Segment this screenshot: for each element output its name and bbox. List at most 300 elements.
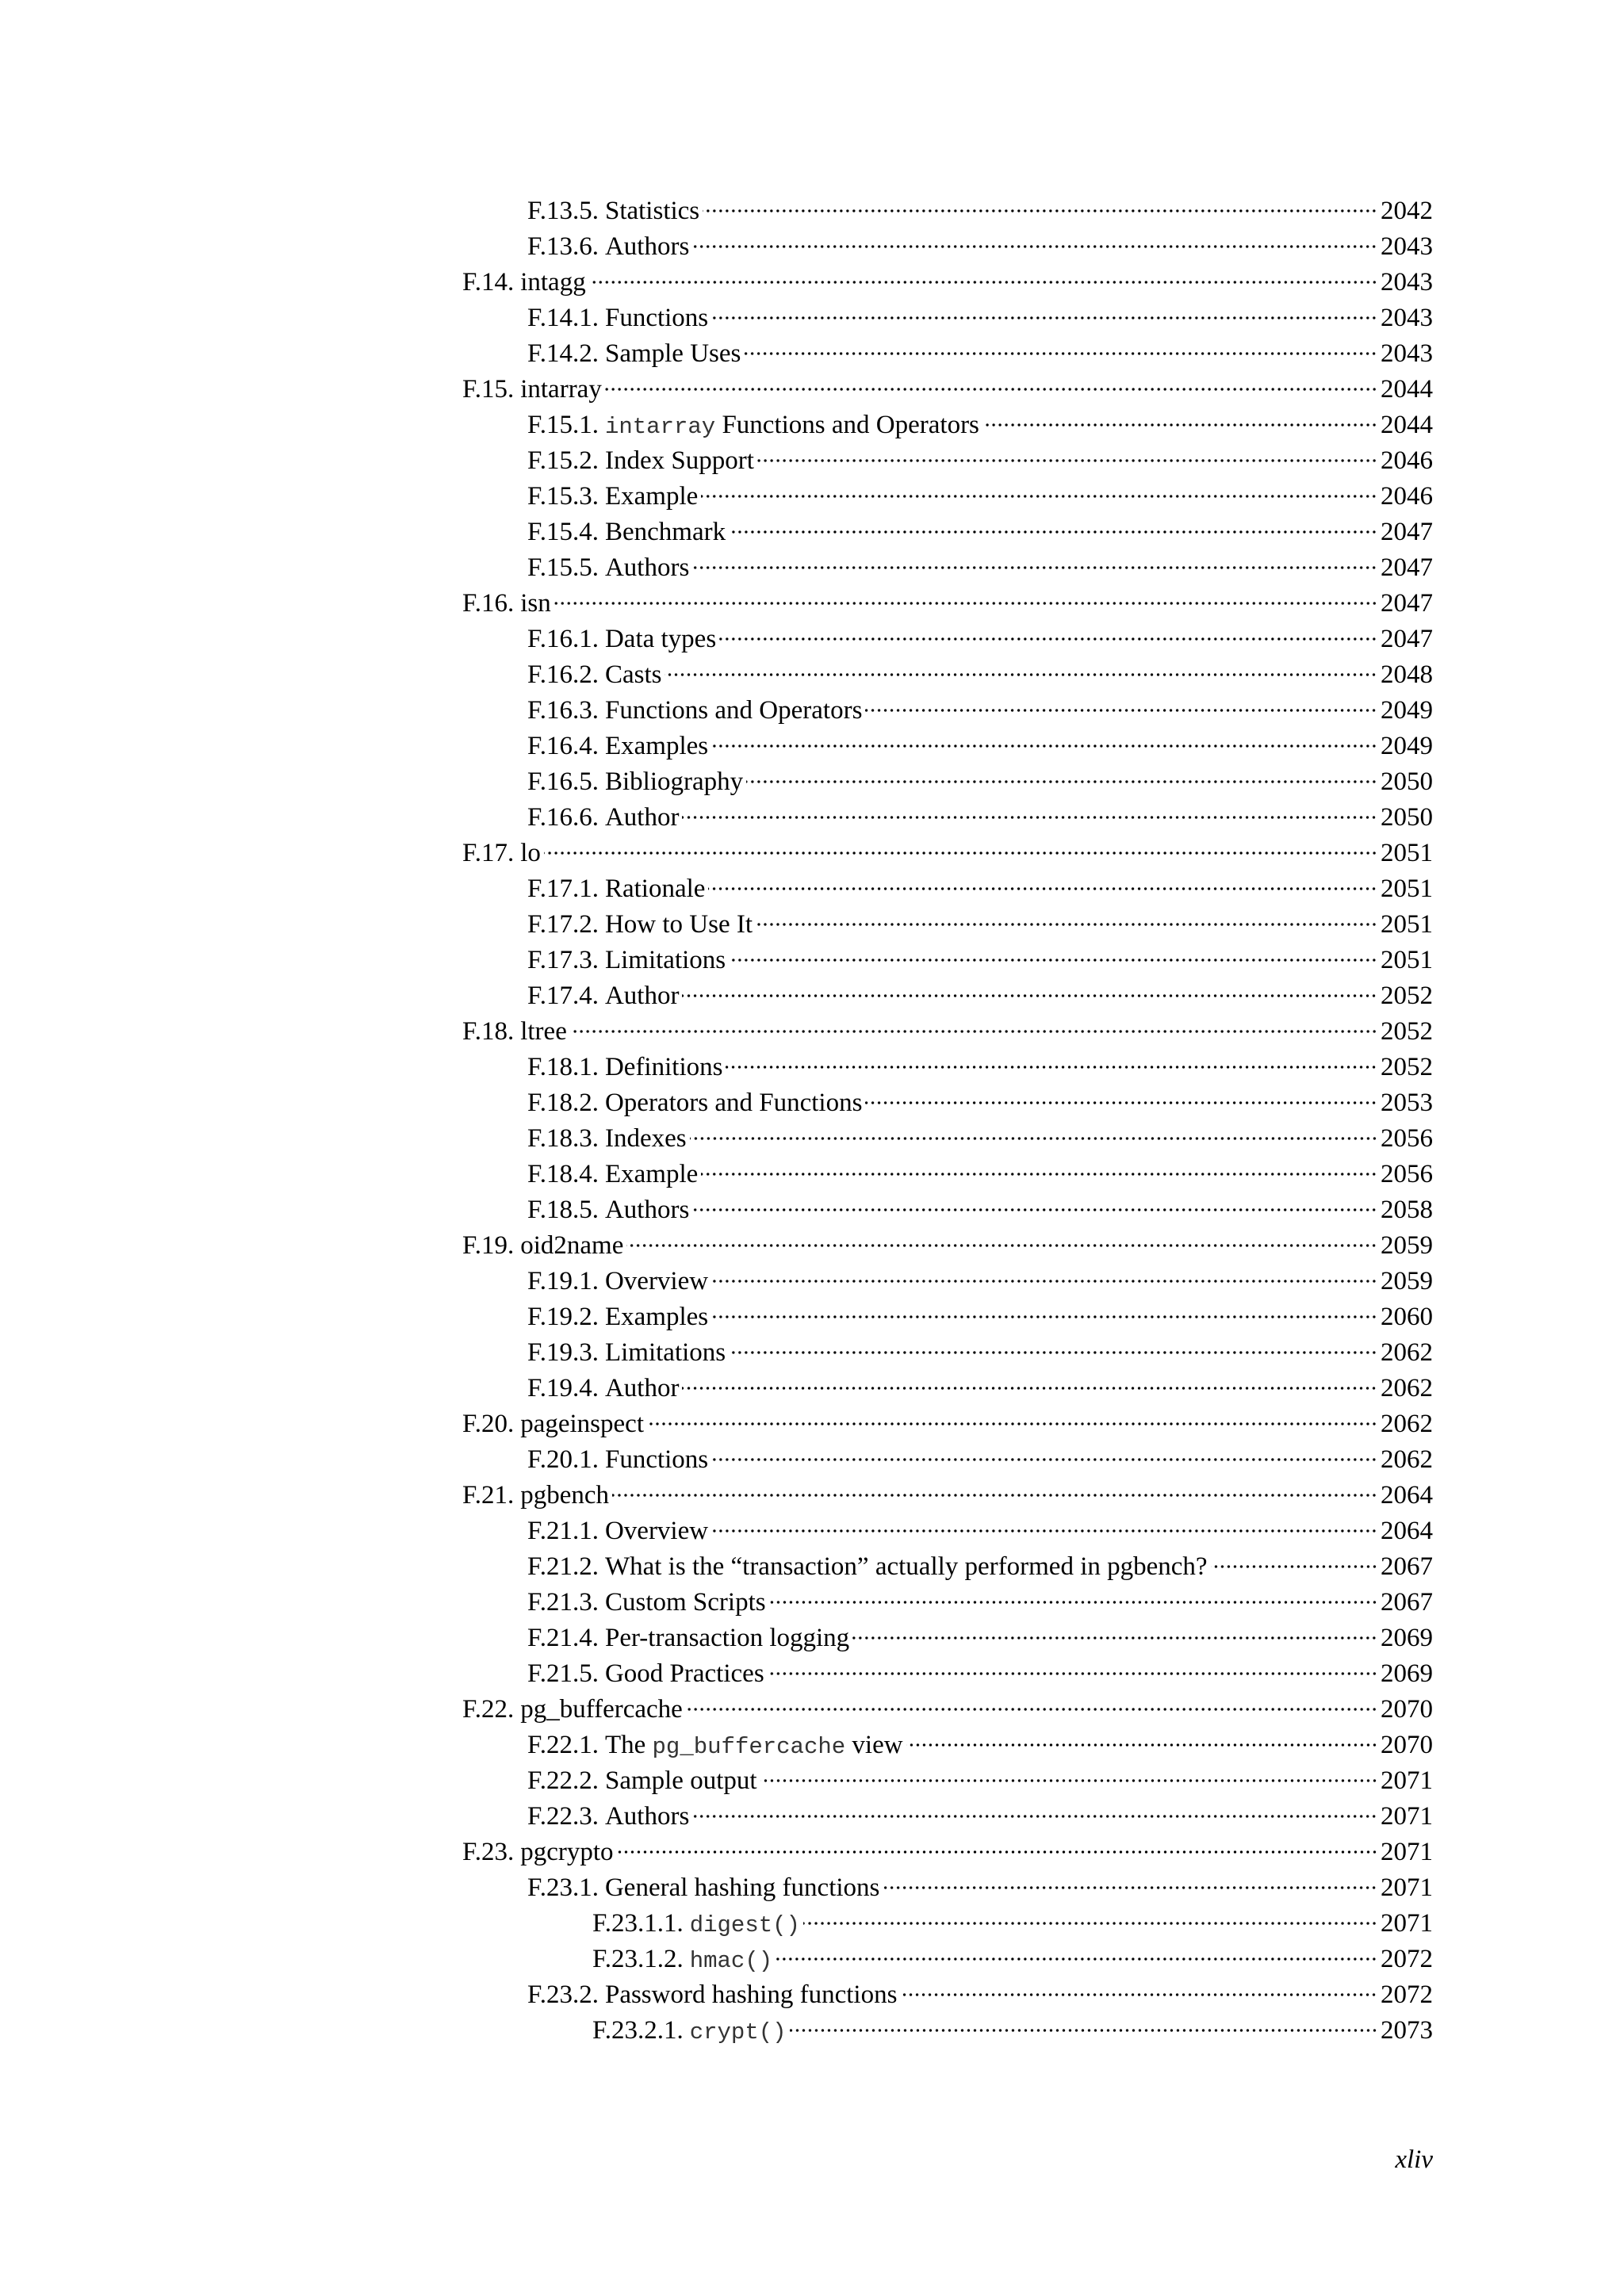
toc-entry-number: F.17.2. bbox=[527, 910, 599, 939]
toc-entry[interactable] bbox=[462, 1763, 1433, 1799]
toc-entry[interactable] bbox=[462, 586, 1433, 622]
toc-entry[interactable] bbox=[462, 764, 1433, 800]
toc-entry[interactable] bbox=[462, 657, 1433, 693]
toc-entry[interactable] bbox=[462, 1121, 1433, 1157]
dot-leader bbox=[768, 1671, 1377, 1676]
toc-entry-number: F.17. bbox=[462, 839, 515, 867]
toc-entry-number: F.21.3. bbox=[527, 1588, 599, 1617]
toc-entry[interactable] bbox=[462, 1406, 1433, 1442]
toc-entry-page: 2043 bbox=[1381, 339, 1433, 368]
toc-entry-title-text: Authors bbox=[604, 553, 690, 582]
toc-entry-number: F.16. bbox=[462, 589, 515, 618]
toc-entry[interactable] bbox=[462, 1050, 1433, 1085]
toc-entry-page: 2051 bbox=[1381, 946, 1433, 974]
toc-entry[interactable] bbox=[462, 1656, 1433, 1692]
toc-entry-title-text: Functions and Operators bbox=[715, 411, 979, 439]
dot-leader bbox=[906, 1743, 1377, 1747]
toc-entry-number: F.22.3. bbox=[527, 1802, 599, 1831]
dot-leader bbox=[605, 387, 1377, 392]
toc-entry-title-text: Authors bbox=[604, 1196, 690, 1224]
toc-entry-page: 2052 bbox=[1381, 1017, 1433, 1046]
dot-leader bbox=[612, 1493, 1377, 1498]
toc-entry[interactable] bbox=[462, 1014, 1433, 1050]
toc-entry-number: F.18.5. bbox=[527, 1196, 599, 1224]
toc-entry-title-text: pgbench bbox=[520, 1481, 610, 1510]
dot-leader bbox=[544, 851, 1377, 855]
toc-entry-title-text: intagg bbox=[520, 268, 586, 297]
toc-entry-number: F.19.3. bbox=[527, 1338, 599, 1367]
dot-leader bbox=[729, 530, 1377, 534]
toc-entry-title bbox=[599, 729, 708, 764]
toc-entry-title-text: Password hashing functions bbox=[604, 1980, 898, 2009]
toc-entry-number: F.23.1.2. bbox=[592, 1945, 684, 1973]
toc-entry-page: 2067 bbox=[1381, 1588, 1433, 1617]
toc-entry-title-text: Author bbox=[604, 1374, 680, 1402]
toc-entry-title-text: Limitations bbox=[604, 946, 726, 974]
dot-leader bbox=[760, 1778, 1377, 1783]
dot-leader bbox=[692, 1814, 1377, 1819]
toc-entry-title bbox=[599, 1513, 708, 1549]
toc-entry-title bbox=[599, 550, 689, 586]
dot-leader bbox=[626, 1243, 1377, 1248]
toc-entry[interactable] bbox=[462, 943, 1433, 978]
toc-entry-page: 2050 bbox=[1381, 803, 1433, 832]
toc-entry-number: F.19.1. bbox=[527, 1267, 599, 1295]
toc-entry-title bbox=[514, 1478, 609, 1513]
toc-entry-number: F.22. bbox=[462, 1695, 515, 1724]
toc-entry-page: 2050 bbox=[1381, 767, 1433, 796]
toc-entry[interactable] bbox=[462, 229, 1433, 265]
toc-entry-title-text: Example bbox=[604, 482, 699, 511]
toc-entry-title-code: hmac() bbox=[689, 1948, 773, 1974]
toc-entry-number: F.14.2. bbox=[527, 339, 599, 368]
toc-entry-title bbox=[599, 1371, 680, 1406]
toc-entry[interactable] bbox=[462, 443, 1433, 479]
toc-entry-page: 2049 bbox=[1381, 696, 1433, 725]
toc-entry-number: F.15.4. bbox=[527, 518, 599, 546]
toc-entry-title bbox=[599, 408, 979, 445]
toc-entry-page: 2047 bbox=[1381, 553, 1433, 582]
toc-entry-page: 2052 bbox=[1381, 1053, 1433, 1081]
dot-leader bbox=[719, 637, 1377, 641]
toc-entry-number: F.16.3. bbox=[527, 696, 599, 725]
dot-leader bbox=[982, 423, 1377, 427]
toc-entry-title bbox=[599, 193, 699, 229]
toc-entry-page: 2064 bbox=[1381, 1517, 1433, 1545]
toc-entry-title bbox=[599, 1977, 897, 2013]
toc-entry-page: 2071 bbox=[1381, 1766, 1433, 1795]
toc-entry-page: 2071 bbox=[1381, 1873, 1433, 1902]
toc-entry-title-code: digest() bbox=[689, 1912, 800, 1938]
dot-leader bbox=[883, 1885, 1377, 1890]
table-of-contents bbox=[462, 193, 1433, 2049]
toc-entry-page: 2060 bbox=[1381, 1303, 1433, 1331]
toc-entry-title-code: pg_buffercache bbox=[652, 1734, 846, 1760]
dot-leader bbox=[682, 1386, 1377, 1391]
dot-leader bbox=[803, 1921, 1377, 1926]
toc-entry-number: F.23.1. bbox=[527, 1873, 599, 1902]
dot-leader bbox=[865, 1100, 1377, 1105]
page-number: xliv bbox=[1395, 2145, 1433, 2174]
toc-entry-title bbox=[684, 1942, 772, 1979]
toc-entry-title bbox=[599, 693, 862, 729]
toc-entry-number: F.13.6. bbox=[527, 232, 599, 261]
dot-leader bbox=[617, 1850, 1377, 1854]
toc-entry-page: 2069 bbox=[1381, 1659, 1433, 1688]
toc-entry-title bbox=[599, 1763, 757, 1799]
toc-entry[interactable] bbox=[462, 1478, 1433, 1513]
toc-entry-title-text: pgcrypto bbox=[520, 1838, 614, 1866]
toc-entry-title-text: isn bbox=[520, 589, 551, 618]
toc-entry-page: 2062 bbox=[1381, 1410, 1433, 1438]
toc-entry[interactable] bbox=[462, 1621, 1433, 1656]
toc-entry-title-text: Indexes bbox=[604, 1124, 687, 1153]
toc-entry-title-text: lo bbox=[520, 839, 541, 867]
dot-leader bbox=[708, 886, 1377, 891]
toc-entry-title bbox=[599, 1621, 849, 1656]
toc-entry-number: F.16.4. bbox=[527, 732, 599, 760]
toc-entry-title-text: Benchmark bbox=[604, 518, 726, 546]
toc-entry-number: F.21.5. bbox=[527, 1659, 599, 1688]
toc-entry[interactable] bbox=[462, 1799, 1433, 1835]
toc-entry-page: 2073 bbox=[1381, 2016, 1433, 2045]
toc-entry-title bbox=[599, 1442, 708, 1478]
toc-entry-number: F.18. bbox=[462, 1017, 515, 1046]
toc-entry-number: F.15.1. bbox=[527, 411, 599, 439]
dot-leader bbox=[686, 1707, 1377, 1712]
toc-entry[interactable] bbox=[462, 1228, 1433, 1264]
toc-entry[interactable] bbox=[462, 515, 1433, 550]
dot-leader bbox=[776, 1957, 1377, 1961]
toc-entry[interactable] bbox=[462, 1549, 1433, 1585]
toc-entry-title bbox=[514, 836, 541, 871]
toc-entry-number: F.17.4. bbox=[527, 982, 599, 1010]
toc-entry-title-text: oid2name bbox=[520, 1231, 624, 1260]
toc-entry[interactable] bbox=[462, 1906, 1433, 1942]
toc-entry-number: F.23.2. bbox=[527, 1980, 599, 2009]
toc-entry-title-text: Functions bbox=[604, 304, 709, 332]
toc-entry-title bbox=[599, 515, 726, 550]
toc-entry-title bbox=[599, 1549, 1208, 1585]
toc-entry-title bbox=[514, 1406, 644, 1442]
dot-leader bbox=[711, 744, 1377, 748]
toc-entry-title bbox=[599, 871, 705, 907]
toc-entry-page: 2070 bbox=[1381, 1695, 1433, 1724]
toc-entry-title-text: Authors bbox=[604, 1802, 690, 1831]
toc-entry[interactable] bbox=[462, 800, 1433, 836]
toc-entry-title-text: pageinspect bbox=[520, 1410, 644, 1438]
toc-entry[interactable] bbox=[462, 550, 1433, 586]
dot-leader bbox=[711, 316, 1377, 320]
dot-leader bbox=[665, 672, 1377, 677]
dot-leader bbox=[865, 708, 1377, 713]
toc-entry-title-text: General hashing functions bbox=[604, 1873, 880, 1902]
toc-entry-page: 2047 bbox=[1381, 589, 1433, 618]
toc-entry-number: F.18.2. bbox=[527, 1089, 599, 1117]
toc-entry[interactable] bbox=[462, 622, 1433, 657]
dot-leader bbox=[729, 1350, 1377, 1355]
toc-entry-number: F.23. bbox=[462, 1838, 515, 1866]
toc-entry-number: F.23.2.1. bbox=[592, 2016, 684, 2045]
toc-entry-page: 2049 bbox=[1381, 732, 1433, 760]
toc-entry-title bbox=[599, 1157, 698, 1192]
toc-entry[interactable] bbox=[462, 1513, 1433, 1549]
toc-entry-title-text: Sample output bbox=[604, 1766, 757, 1795]
toc-entry-page: 2053 bbox=[1381, 1089, 1433, 1117]
toc-entry-page: 2047 bbox=[1381, 625, 1433, 653]
dot-leader bbox=[589, 280, 1377, 285]
toc-entry-title bbox=[514, 372, 602, 408]
toc-entry-title-text: Examples bbox=[604, 1303, 709, 1331]
dot-leader bbox=[790, 2028, 1377, 2033]
toc-entry[interactable] bbox=[462, 1977, 1433, 2013]
toc-entry-page: 2051 bbox=[1381, 910, 1433, 939]
toc-entry-title bbox=[599, 978, 680, 1014]
dot-leader bbox=[692, 565, 1377, 570]
toc-entry-title bbox=[599, 1121, 687, 1157]
dot-leader bbox=[554, 601, 1377, 606]
dot-leader bbox=[703, 209, 1377, 213]
dot-leader bbox=[756, 922, 1377, 927]
toc-entry-title-text: view bbox=[845, 1731, 903, 1759]
toc-entry-title-text: Author bbox=[604, 803, 680, 832]
toc-entry-title-text: Data types bbox=[604, 625, 717, 653]
toc-entry-page: 2051 bbox=[1381, 839, 1433, 867]
toc-entry[interactable] bbox=[462, 193, 1433, 229]
dot-leader bbox=[692, 244, 1377, 249]
toc-entry-page: 2062 bbox=[1381, 1374, 1433, 1402]
toc-entry-title bbox=[514, 1014, 567, 1050]
toc-entry-number: F.21.1. bbox=[527, 1517, 599, 1545]
toc-entry-title bbox=[599, 1085, 862, 1121]
toc-entry-title-text: What is the “transaction” actually performed in pgbench? bbox=[604, 1552, 1208, 1581]
toc-entry[interactable] bbox=[462, 408, 1433, 443]
toc-entry-page: 2052 bbox=[1381, 982, 1433, 1010]
toc-entry[interactable] bbox=[462, 978, 1433, 1014]
toc-entry-page: 2043 bbox=[1381, 232, 1433, 261]
dot-leader bbox=[729, 958, 1377, 962]
toc-entry-title bbox=[599, 907, 753, 943]
toc-entry[interactable] bbox=[462, 265, 1433, 300]
dot-leader bbox=[711, 1457, 1377, 1462]
toc-entry[interactable] bbox=[462, 372, 1433, 408]
toc-entry-title bbox=[599, 1335, 726, 1371]
toc-entry-page: 2059 bbox=[1381, 1267, 1433, 1295]
toc-entry-title-text: Statistics bbox=[604, 197, 700, 225]
toc-entry-page: 2043 bbox=[1381, 304, 1433, 332]
dot-leader bbox=[711, 1279, 1377, 1284]
toc-entry-title-text: The bbox=[604, 1731, 653, 1759]
toc-entry[interactable] bbox=[462, 1371, 1433, 1406]
toc-entry[interactable] bbox=[462, 1692, 1433, 1728]
toc-entry[interactable] bbox=[462, 1335, 1433, 1371]
dot-leader bbox=[726, 1065, 1377, 1070]
toc-entry-page: 2071 bbox=[1381, 1802, 1433, 1831]
toc-entry-title-text: ltree bbox=[520, 1017, 567, 1046]
toc-entry-page: 2056 bbox=[1381, 1160, 1433, 1188]
toc-entry[interactable] bbox=[462, 1085, 1433, 1121]
toc-entry-number: F.17.1. bbox=[527, 874, 599, 903]
toc-entry-title-text: pg_buffercache bbox=[520, 1695, 683, 1724]
toc-entry-title bbox=[599, 1050, 722, 1085]
toc-entry-number: F.16.2. bbox=[527, 660, 599, 689]
toc-entry[interactable] bbox=[462, 1728, 1433, 1763]
toc-entry-number: F.21.2. bbox=[527, 1552, 599, 1581]
toc-entry[interactable] bbox=[462, 907, 1433, 943]
toc-entry[interactable] bbox=[462, 693, 1433, 729]
toc-entry-title bbox=[599, 1299, 708, 1335]
toc-entry-number: F.14. bbox=[462, 268, 515, 297]
toc-entry[interactable] bbox=[462, 1835, 1433, 1870]
toc-entry[interactable] bbox=[462, 1942, 1433, 1977]
toc-entry-title bbox=[599, 800, 680, 836]
toc-entry-page: 2051 bbox=[1381, 874, 1433, 903]
toc-entry[interactable] bbox=[462, 2013, 1433, 2049]
toc-entry-page: 2069 bbox=[1381, 1624, 1433, 1652]
toc-entry-title bbox=[684, 1906, 800, 1943]
toc-entry-title-text: Index Support bbox=[604, 446, 754, 475]
toc-entry-title-text: Sample Uses bbox=[604, 339, 741, 368]
toc-entry-number: F.15.2. bbox=[527, 446, 599, 475]
toc-entry-number: F.15. bbox=[462, 375, 515, 404]
toc-entry-page: 2072 bbox=[1381, 1945, 1433, 1973]
dot-leader bbox=[682, 815, 1377, 820]
toc-entry-page: 2067 bbox=[1381, 1552, 1433, 1581]
toc-entry-title-text: Overview bbox=[604, 1267, 709, 1295]
toc-entry[interactable] bbox=[462, 1299, 1433, 1335]
dot-leader bbox=[900, 1992, 1377, 1997]
toc-entry-title bbox=[684, 2013, 787, 2050]
toc-entry-title-text: intarray bbox=[520, 375, 602, 404]
toc-entry-title-text: Author bbox=[604, 982, 680, 1010]
toc-entry-title bbox=[599, 1264, 708, 1299]
toc-entry-title bbox=[514, 1835, 613, 1870]
toc-entry-number: F.20.1. bbox=[527, 1445, 599, 1474]
dot-leader bbox=[1211, 1564, 1377, 1569]
toc-entry[interactable] bbox=[462, 1442, 1433, 1478]
toc-entry[interactable] bbox=[462, 1157, 1433, 1192]
toc-entry[interactable] bbox=[462, 871, 1433, 907]
toc-entry-title bbox=[599, 229, 689, 265]
toc-entry-title-text: Per-transaction logging bbox=[604, 1624, 850, 1652]
toc-entry-page: 2071 bbox=[1381, 1909, 1433, 1938]
toc-entry-title-text: Examples bbox=[604, 732, 709, 760]
toc-entry-title-text: Authors bbox=[604, 232, 690, 261]
dot-leader bbox=[647, 1422, 1377, 1426]
toc-entry-number: F.19.4. bbox=[527, 1374, 599, 1402]
toc-entry-page: 2046 bbox=[1381, 446, 1433, 475]
toc-entry-page: 2043 bbox=[1381, 268, 1433, 297]
toc-entry-number: F.15.5. bbox=[527, 553, 599, 582]
toc-entry-title-text: Casts bbox=[604, 660, 662, 689]
toc-entry[interactable] bbox=[462, 1264, 1433, 1299]
toc-entry-title-text: Functions bbox=[604, 1445, 709, 1474]
toc-entry-title-text: Example bbox=[604, 1160, 699, 1188]
toc-entry-title-text: Limitations bbox=[604, 1338, 726, 1367]
toc-entry-page: 2062 bbox=[1381, 1338, 1433, 1367]
toc-entry[interactable] bbox=[462, 479, 1433, 515]
dot-leader bbox=[690, 1136, 1377, 1141]
toc-entry-title bbox=[599, 300, 708, 336]
toc-entry-page: 2071 bbox=[1381, 1838, 1433, 1866]
toc-entry-title bbox=[599, 443, 754, 479]
toc-entry[interactable] bbox=[462, 1585, 1433, 1621]
toc-entry[interactable] bbox=[462, 836, 1433, 871]
toc-entry-title bbox=[514, 1692, 683, 1728]
toc-entry-number: F.19. bbox=[462, 1231, 515, 1260]
toc-entry[interactable] bbox=[462, 336, 1433, 372]
toc-entry-number: F.16.6. bbox=[527, 803, 599, 832]
toc-entry[interactable] bbox=[462, 1870, 1433, 1906]
toc-entry-title-text: Custom Scripts bbox=[604, 1588, 766, 1617]
toc-entry-title-text: Good Practices bbox=[604, 1659, 764, 1688]
dot-leader bbox=[711, 1314, 1377, 1319]
toc-entry-page: 2064 bbox=[1381, 1481, 1433, 1510]
toc-entry-number: F.18.1. bbox=[527, 1053, 599, 1081]
dot-leader bbox=[746, 779, 1377, 784]
toc-entry-number: F.20. bbox=[462, 1410, 515, 1438]
toc-entry-title-code: intarray bbox=[604, 414, 716, 440]
dot-leader bbox=[769, 1600, 1377, 1605]
dot-leader bbox=[757, 458, 1377, 463]
toc-entry-number: F.22.2. bbox=[527, 1766, 599, 1795]
toc-entry-title bbox=[599, 1799, 689, 1835]
toc-entry-page: 2046 bbox=[1381, 482, 1433, 511]
toc-entry-title bbox=[599, 1656, 764, 1692]
dot-leader bbox=[570, 1029, 1377, 1034]
dot-leader bbox=[711, 1529, 1377, 1533]
toc-entry-number: F.13.5. bbox=[527, 197, 599, 225]
toc-entry-title-text: Bibliography bbox=[604, 767, 744, 796]
toc-entry-number: F.18.4. bbox=[527, 1160, 599, 1188]
toc-entry-number: F.23.1.1. bbox=[592, 1909, 684, 1938]
toc-entry[interactable] bbox=[462, 300, 1433, 336]
toc-entry-title-code: crypt() bbox=[689, 2019, 787, 2045]
toc-entry-page: 2059 bbox=[1381, 1231, 1433, 1260]
toc-entry-title bbox=[599, 1870, 879, 1906]
toc-entry-title bbox=[514, 586, 551, 622]
toc-entry-number: F.18.3. bbox=[527, 1124, 599, 1153]
toc-entry-page: 2044 bbox=[1381, 375, 1433, 404]
toc-entry-number: F.16.1. bbox=[527, 625, 599, 653]
toc-entry-title bbox=[514, 1228, 623, 1264]
toc-entry-page: 2048 bbox=[1381, 660, 1433, 689]
toc-entry-number: F.22.1. bbox=[527, 1731, 599, 1759]
toc-entry-page: 2070 bbox=[1381, 1731, 1433, 1759]
toc-entry-page: 2062 bbox=[1381, 1445, 1433, 1474]
toc-entry-page: 2058 bbox=[1381, 1196, 1433, 1224]
toc-entry-number: F.21. bbox=[462, 1481, 515, 1510]
toc-entry-title bbox=[599, 1192, 689, 1228]
dot-leader bbox=[701, 494, 1377, 499]
toc-entry[interactable] bbox=[462, 729, 1433, 764]
toc-entry-title bbox=[599, 764, 743, 800]
toc-entry[interactable] bbox=[462, 1192, 1433, 1228]
toc-entry-number: F.15.3. bbox=[527, 482, 599, 511]
toc-entry-title-text: Rationale bbox=[604, 874, 706, 903]
toc-entry-title bbox=[514, 265, 585, 300]
toc-entry-page: 2056 bbox=[1381, 1124, 1433, 1153]
toc-entry-number: F.21.4. bbox=[527, 1624, 599, 1652]
toc-entry-title bbox=[599, 622, 716, 657]
toc-entry-page: 2044 bbox=[1381, 411, 1433, 439]
toc-entry-title-text: Operators and Functions bbox=[604, 1089, 863, 1117]
toc-entry-title-text: Overview bbox=[604, 1517, 709, 1545]
dot-leader bbox=[692, 1207, 1377, 1212]
toc-entry-page: 2072 bbox=[1381, 1980, 1433, 2009]
toc-entry-page: 2047 bbox=[1381, 518, 1433, 546]
toc-entry-title bbox=[599, 479, 698, 515]
